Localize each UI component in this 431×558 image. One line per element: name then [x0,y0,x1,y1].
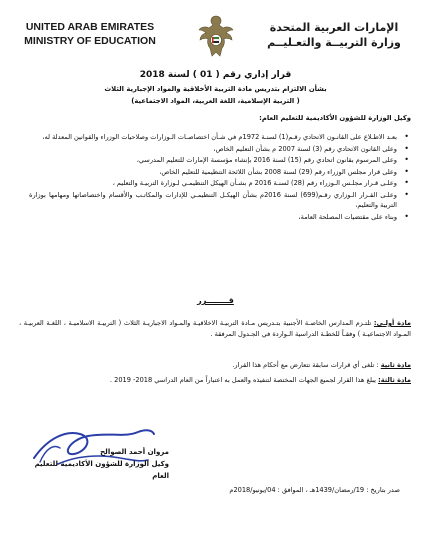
article-text: : تلغى أي قرارات سابقة تتعارض مع أحكام هذا القرار. [232,361,381,369]
preamble-item: • وعلـى قـرار مجلـس الـوزراء رقم (28) لسنـة 2016 م بشـأن الهيكل التنظيمـي لـوزارة التربيـة والتعليم ، [29,178,409,189]
article-label: مادة ثانية [380,361,411,369]
decision-heading: قــــــــرر [197,296,234,305]
header-en-ministry: MINISTRY OF EDUCATION [24,35,156,47]
article-text: يبلغ هذا القرار لجميع الجهات المختصة لتنفيذه والعمل به اعتباراً من العام الدراسي 2018- 2019 . [109,376,379,384]
issuer-intro: وكيل الوزارة للشؤون الأكاديمية للتعليم العام: [259,114,411,122]
decree-subject-subjects: ( التربية الإسلامية، اللغة العربية، المواد الاجتماعية) [131,97,300,105]
preamble-item: • وعلى المرسوم بقانون اتحادي رقم (15) لسنة 2016 بإنشاء مؤسسة الإمارات للتعليم المدرسي، [29,155,409,166]
issue-date: صدر بتاريخ : 19/رمضان/1439هـ ، الموافق : 04/يونيو/2018م [229,486,400,494]
preamble-item: • وعلى القانون الاتحادي رقم (3) لسنة 2007 م بشأن التعليم الخاص، [29,144,409,155]
decree-subject: بشأن الالتزام بتدريس مادة التربية الأخلاقية والمواد الإجبارية الثلاث [104,85,327,93]
article-2 [19,360,411,371]
article-label: مادة ثالثة: [378,376,411,384]
header-english [10,20,170,48]
header-ar-ministry: وزارة التربيــة والتعـليــم [267,36,401,49]
signatory-title: وكيل الوزارة للشؤون الأكاديمية للتعليم العام [34,460,169,480]
header-ar-country: الإمارات العربية المتحدة [269,21,399,34]
header-en-country: UNITED ARAB EMIRATES [25,21,155,33]
preamble-item: • وعلى قرار مجلس الوزراء رقم (29) لسنة 2008 بشأن اللائحة التنظيمية للتعليم الخاص، [29,167,409,178]
header-arabic [249,20,419,50]
preamble-item: • وعلـى القـرار الـوزاري رقـم(699) لسنة 2016م بشأن الهيكـل التنظيمـي للإدارات والمكاتـب والأقسام واختصاصاتها ومهامها بوزارة التربية والتعليم، [29,190,409,211]
article-text: تلتـزم المدارس الخاصـة الأجنبية بتـدريس مـادة التربيـة الاخلاقيـة والمـواد الاجباريـة الثلاث ( التربيـة الاسلاميـة ، اللغـة العربيـة ، المـواد الاجتماعيـة ) وفقـاً للخطـة الدراسية الـواردة في الجـدول المرفقة . [19,319,411,338]
article-3 [19,375,411,386]
signature-block [19,446,169,482]
preamble-item: • وبناء على مقتضيات المصلحة العامة، [29,212,409,223]
preamble-item: • بعـد الاطـلاع على القانـون الاتحادي رقـم(1) لسنـة 1972م في شـأن اختصاصـات الـوزارات وصلاحيات الوزراء والقوانين المعدلة له، [29,132,409,143]
decree-title: قرار إداري رقم ( 01 ) لسنة 2018 [139,70,292,80]
signatory-name: مروان أحمد الصوالح [100,448,169,456]
article-label: مادة أولـى: [373,319,411,327]
uae-emblem-icon [196,12,236,60]
article-1 [19,318,411,340]
preamble-list [29,132,409,223]
